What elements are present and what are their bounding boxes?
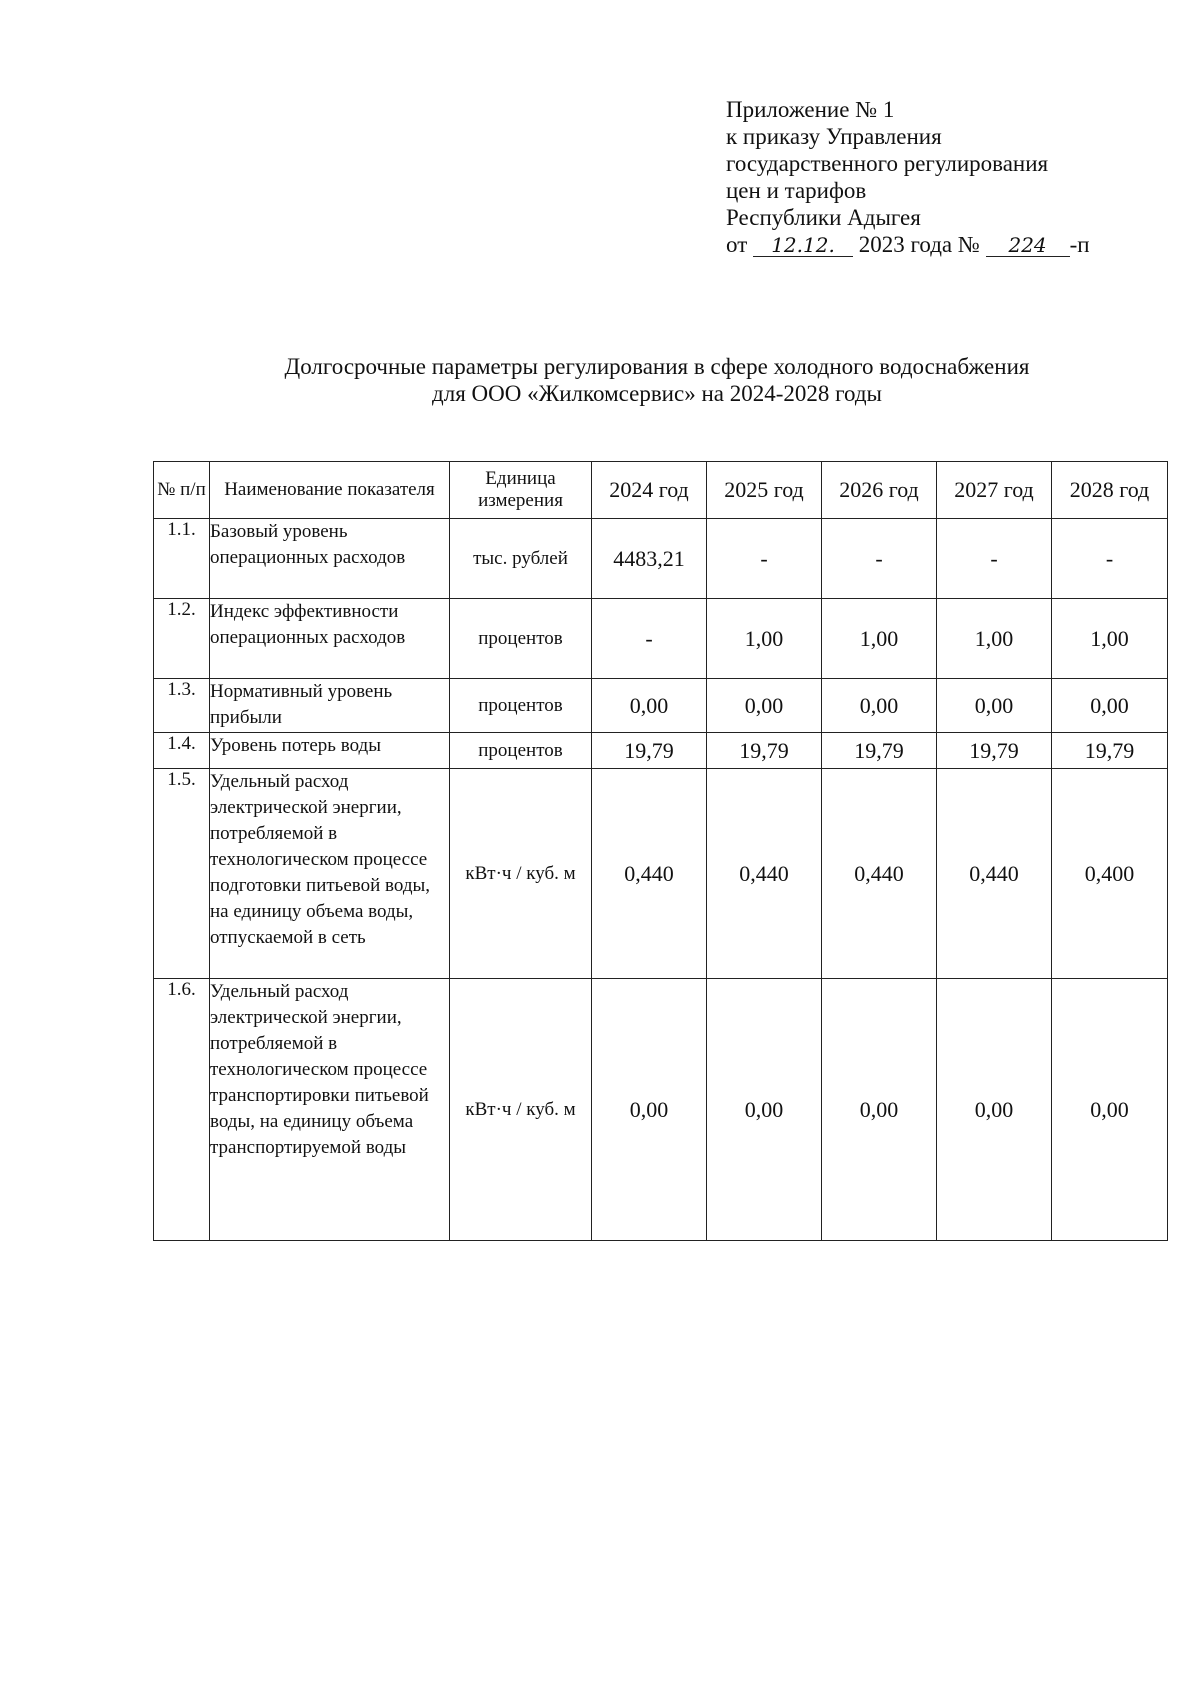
table-row (154, 979, 1168, 1241)
value-cell: 0,400 (1052, 769, 1168, 979)
value-cell: 19,79 (822, 733, 937, 769)
appendix-line: Приложение № 1 (726, 97, 895, 122)
header-year: 2026 год (822, 462, 937, 519)
row-number: 1.5. (154, 769, 210, 979)
appendix-line: цен и тарифов (726, 178, 867, 203)
value-cell: 0,00 (937, 979, 1052, 1241)
indicator-name: Удельный расход электрической энергии, потребляемой в технологическом процессе подготовки питьевой воды, на единицу объема воды, отпускаемой в сеть (210, 769, 450, 979)
indicator-name: Индекс эффективности операционных расходов (210, 599, 450, 679)
row-number: 1.6. (154, 979, 210, 1241)
value-cell: - (937, 519, 1052, 599)
title-line: Долгосрочные параметры регулирования в сфере холодного водоснабжения (284, 354, 1030, 379)
table-row (154, 599, 1168, 679)
header-year: 2025 год (707, 462, 822, 519)
document-title (150, 353, 1164, 407)
value-cell: - (707, 519, 822, 599)
value-cell: - (1052, 519, 1168, 599)
value-cell: 19,79 (592, 733, 707, 769)
value-cell: 4483,21 (592, 519, 707, 599)
value-cell: 1,00 (1052, 599, 1168, 679)
value-cell: 0,440 (937, 769, 1052, 979)
value-cell: 19,79 (707, 733, 822, 769)
row-number: 1.4. (154, 733, 210, 769)
handwritten-date: 12.12. (753, 234, 853, 257)
table-row (154, 769, 1168, 979)
value-cell: 0,440 (822, 769, 937, 979)
row-number: 1.1. (154, 519, 210, 599)
value-cell: 0,440 (592, 769, 707, 979)
appendix-line: Республики Адыгея (726, 205, 921, 230)
value-cell: 0,440 (707, 769, 822, 979)
indicator-name: Нормативный уровень прибыли (210, 679, 450, 733)
unit-cell: процентов (450, 733, 592, 769)
table-row (154, 733, 1168, 769)
unit-cell: процентов (450, 679, 592, 733)
appendix-block (726, 96, 1090, 258)
value-cell: 0,00 (707, 979, 822, 1241)
value-cell: 0,00 (1052, 679, 1168, 733)
value-cell: 0,00 (592, 979, 707, 1241)
indicator-name: Уровень потерь воды (210, 733, 450, 769)
value-cell: 1,00 (822, 599, 937, 679)
row-number: 1.3. (154, 679, 210, 733)
value-cell: 0,00 (937, 679, 1052, 733)
header-unit: Единица измерения (450, 462, 592, 519)
indicator-name: Удельный расход электрической энергии, потребляемой в технологическом процессе транспортировки питьевой воды, на единицу объема транспортируемой воды (210, 979, 450, 1241)
header-number: № п/п (154, 462, 210, 519)
table-row (154, 519, 1168, 599)
table-row (154, 679, 1168, 733)
header-year: 2024 год (592, 462, 707, 519)
unit-cell: тыс. рублей (450, 519, 592, 599)
unit-cell: процентов (450, 599, 592, 679)
indicator-name: Базовый уровень операционных расходов (210, 519, 450, 599)
value-cell: 19,79 (1052, 733, 1168, 769)
appendix-line: к приказу Управления (726, 124, 942, 149)
value-cell: 0,00 (822, 979, 937, 1241)
number-suffix: -п (1069, 232, 1090, 257)
value-cell: 0,00 (592, 679, 707, 733)
value-cell: 1,00 (937, 599, 1052, 679)
appendix-line: государственного регулирования (726, 151, 1049, 176)
row-number: 1.2. (154, 599, 210, 679)
table-header-row (154, 462, 1168, 519)
value-cell: 0,00 (1052, 979, 1168, 1241)
value-cell: - (822, 519, 937, 599)
date-suffix: 2023 года № (858, 232, 980, 257)
value-cell: 19,79 (937, 733, 1052, 769)
header-year: 2028 год (1052, 462, 1168, 519)
title-line: для ООО «Жилкомсервис» на 2024-2028 годы (432, 381, 882, 406)
order-date-line (726, 231, 1090, 258)
handwritten-order-number: 224 (986, 234, 1070, 257)
header-year: 2027 год (937, 462, 1052, 519)
value-cell: - (592, 599, 707, 679)
unit-cell: кВт·ч / куб. м (450, 769, 592, 979)
value-cell: 0,00 (707, 679, 822, 733)
unit-cell: кВт·ч / куб. м (450, 979, 592, 1241)
value-cell: 1,00 (707, 599, 822, 679)
header-indicator-name: Наименование показателя (210, 462, 450, 519)
value-cell: 0,00 (822, 679, 937, 733)
parameters-table (153, 461, 1168, 1241)
date-prefix: от (726, 232, 748, 257)
